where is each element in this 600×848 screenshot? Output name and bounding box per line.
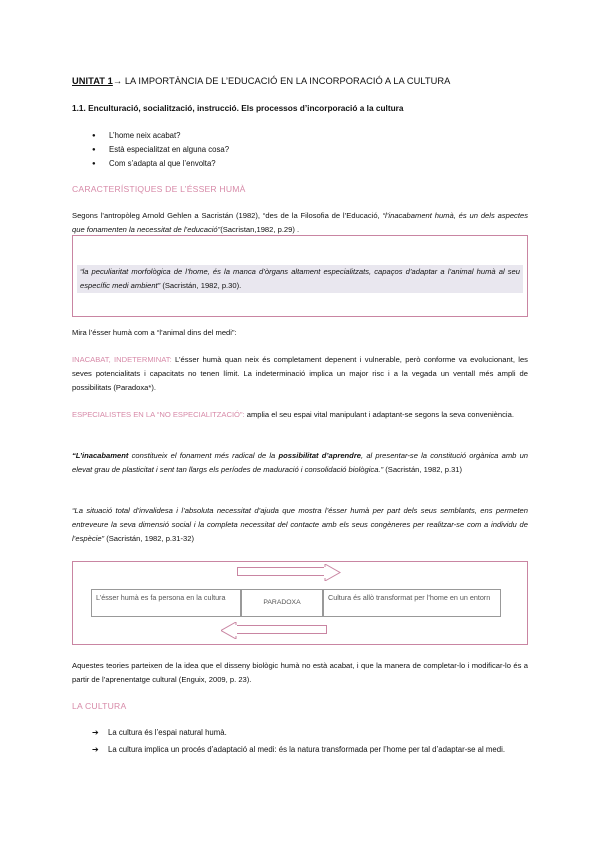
paradox-diagram: [72, 561, 528, 645]
unit-label: UNITAT 1: [72, 76, 113, 86]
quote-part: constitueix el fonament més radical de la: [128, 451, 279, 460]
quote-citation: (Sacristán, 1982, p.31): [383, 465, 463, 474]
culture-item-text: La cultura és l’espai natural humà.: [108, 728, 227, 737]
section-heading-culture: LA CULTURA: [72, 701, 127, 711]
especialistes-paragraph: [72, 408, 528, 422]
right-arrow: [237, 566, 341, 579]
social-quote-text: “La situació total d’invalidesa i l’absoluta necessitat d’ajuda que mostra l’ésser humà per part dels seus semblants, ens permeten entreveure la seva dimensió social i la completa necessitat del contacte amb els seus congèneres per realitzar-se com a individu de l’espècie”: [72, 506, 528, 543]
inacabat-paragraph: [72, 353, 528, 395]
quote-text: “la peculiaritat morfològica de l’home, és la manca d’òrgans altament especialitzats, capaços d’adaptar a l’animal humà al seu específic medi ambient”: [80, 267, 520, 290]
arrow-bullet-icon: ➔: [92, 728, 99, 737]
list-item: ● Està especialitzat en alguna cosa?: [92, 143, 229, 157]
left-arrow: [221, 624, 327, 637]
highlighted-quote: [77, 265, 523, 293]
title-text: → LA IMPORTÀNCIA DE L’EDUCACIÓ EN LA INCORPORACIÓ A LA CULTURA: [112, 76, 451, 86]
especialistes-label: ESPECIALISTES EN LA “NO ESPECIALITZACIÓ”:: [72, 410, 245, 419]
conclusion-paragraph: Aquestes teories parteixen de la idea que el disseny biològic humà no està acabat, i que la manera de completar-lo i modificar-lo és a partir de l’aprenentatge cultural (Enguix, 2009, p. 23).: [72, 661, 528, 684]
page-title: [72, 76, 450, 86]
quote-box: [72, 235, 528, 317]
social-quote: [72, 504, 528, 546]
inacabat-label: INACABAT, INDETERMINAT:: [72, 355, 172, 364]
quote-bold-aprendre: possibilitat d’aprendre: [278, 451, 362, 460]
inacabat-text: L’ésser humà quan neix és completament depenent i vulnerable, però conforme va evolucionant, les seves potencialitats i capacitats no tenen límit. La indeterminació implica un major risc i a la vegada un ventall més ampli de possibilitats (Paradoxa*).: [72, 355, 528, 392]
quote-citation: (Sacristán, 1982, p.30).: [160, 281, 242, 290]
list-item: ● L’home neix acabat?: [92, 129, 229, 143]
mira-line: Mira l’ésser humà com a “l’animal dins del medi”:: [72, 328, 237, 337]
plasticity-quote: [72, 449, 528, 477]
arrow-bullet-icon: ➔: [92, 745, 99, 754]
list-item: [92, 726, 528, 740]
right-arrow-icon: [237, 564, 341, 581]
diagram-box-left: L’ésser humà es fa persona en la cultura: [91, 589, 241, 617]
section-heading-characteristics: CARACTERÍSTIQUES DE L’ÉSSER HUMÀ: [72, 184, 246, 194]
section-subtitle: 1.1. Enculturació, socialització, instrucció. Els processos d’incorporació a la cultura: [72, 103, 404, 113]
question-list: [92, 129, 229, 171]
diagram-box-center: PARADOXA: [241, 589, 323, 617]
culture-list: [92, 726, 528, 757]
diagram-box-right: Cultura és allò transformat per l’home en un entorn: [323, 589, 501, 617]
quote-part: , al presentar-se la constitució orgànica amb un elevat grau de plasticitat i sent tan llargs els períodes de maduració i consolidació biològica.”: [72, 451, 529, 474]
gehlen-citation: (Sacristan,1982, p.29) .: [220, 225, 300, 234]
quote-citation: (Sacristán, 1982, p.31-32): [104, 534, 194, 543]
list-item: ● Com s’adapta al que l’envolta?: [92, 157, 229, 171]
left-arrow-icon: [221, 622, 327, 639]
culture-item-text: La cultura implica un procés d’adaptació al medi: és la natura transformada per l’home per tal d’adaptar-se al medi.: [108, 745, 505, 754]
gehlen-paragraph: [72, 209, 528, 237]
gehlen-lead: Segons l’antropòleg Arnold Gehlen a Sacristán (1982), “des de la Filosofia de l’Educació,: [72, 211, 383, 220]
especialistes-text: amplia el seu espai vital manipulant i adaptant-se segons la seva conveniència.: [244, 410, 514, 419]
list-item: [92, 743, 528, 757]
gehlen-quote: “l’inacabament humà, és un dels aspectes que fonamenten la necessitat de l’educació”: [72, 211, 528, 234]
quote-bold-inacabament: “L’inacabament: [72, 451, 129, 460]
